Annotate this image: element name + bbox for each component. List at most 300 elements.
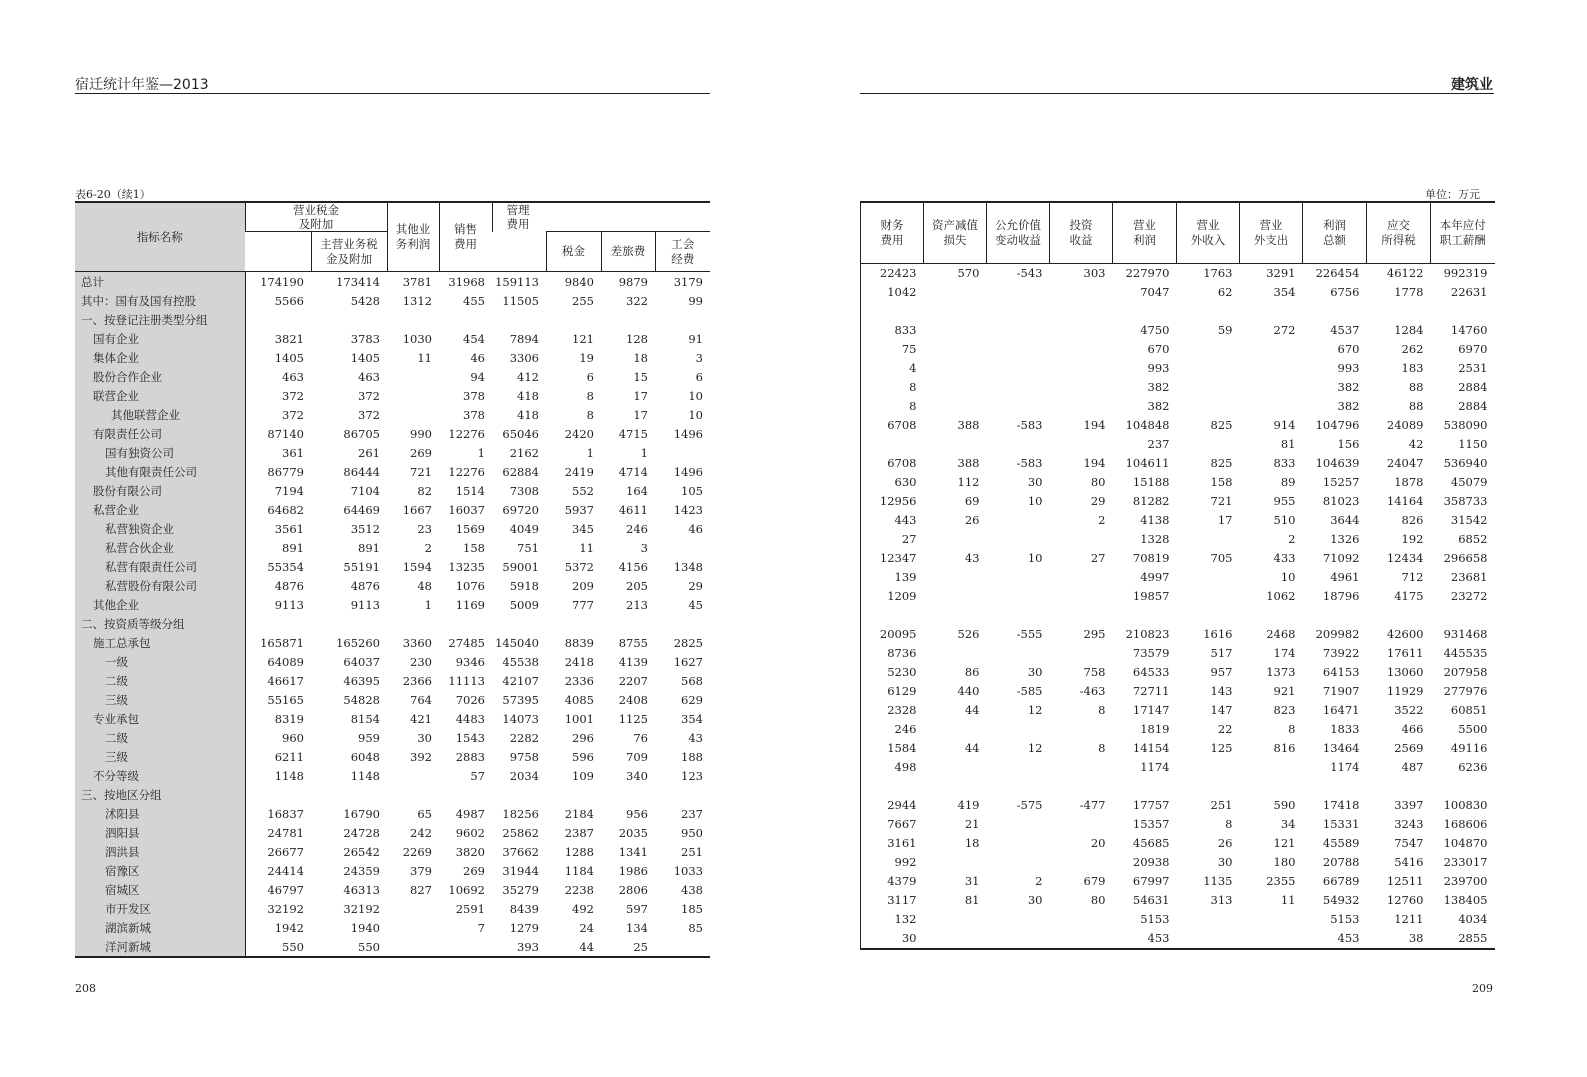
table-cell: 1496 (673, 426, 703, 441)
table-cell (987, 321, 1050, 340)
table-cell (1113, 606, 1177, 625)
row-label (75, 481, 245, 500)
table-row (861, 302, 1495, 321)
table-cell (924, 302, 987, 321)
table-row (75, 595, 710, 614)
table-cell: 246 (861, 720, 924, 739)
table-cell: 463 (358, 369, 380, 384)
table-cell: 630 (861, 473, 924, 492)
row-label (75, 804, 245, 823)
col-header-right-0: 财务 费用 (861, 202, 924, 263)
table-cell: 54932 (1322, 893, 1360, 907)
table-cell: 388 (957, 418, 980, 432)
table-cell: 1174 (1140, 760, 1170, 774)
table-cell: 70819 (1132, 551, 1170, 565)
row-label-text: 私营独资企业 (105, 521, 174, 536)
table-cell: 1405 (274, 350, 304, 365)
table-cell: 25 (601, 937, 655, 957)
table-row (861, 644, 1495, 663)
table-cell: 18 (964, 836, 980, 850)
table-cell: 64469 (343, 502, 380, 517)
table-cell: 2328 (861, 701, 924, 720)
table-cell (245, 310, 311, 329)
row-label (75, 785, 245, 804)
table-cell (1240, 777, 1303, 796)
table-row (75, 348, 710, 367)
table-cell: 29 (1090, 494, 1106, 508)
table-cell: 65 (417, 806, 432, 821)
table-cell: 956 (626, 806, 648, 821)
table-cell: 20 (1090, 836, 1106, 850)
table-row (75, 633, 710, 652)
table-cell: 1667 (402, 502, 432, 517)
table-cell (601, 614, 655, 633)
table-cell: 43 (964, 551, 980, 565)
row-label-text: 湖滨新城 (105, 920, 151, 935)
table-cell: 1169 (455, 597, 485, 612)
table-cell: 30 (1217, 855, 1233, 869)
table-cell: 1184 (564, 863, 594, 878)
table-cell: 6708 (861, 416, 924, 435)
table-cell: 180 (1273, 855, 1296, 869)
table-cell: 16037 (448, 502, 485, 517)
table-row (861, 530, 1495, 549)
row-label-text: 一、按登记注册类型分组 (81, 312, 208, 327)
table-cell: 30 (1027, 893, 1043, 907)
table-row (861, 492, 1495, 511)
table-cell: 4034 (1458, 912, 1488, 926)
table-cell (987, 568, 1050, 587)
table-cell: 64037 (343, 654, 380, 669)
table-cell: 24089 (1386, 418, 1424, 432)
row-label (75, 595, 245, 614)
table-cell: 24359 (343, 863, 380, 878)
table-cell: 296658 (1443, 551, 1488, 565)
col-header-business-tax: 营业税金 及附加 (245, 202, 387, 232)
table-cell: 76 (633, 730, 648, 745)
row-label-text: 其他联营企业 (111, 407, 180, 422)
table-cell: 11 (1280, 893, 1296, 907)
table-cell: 705 (1210, 551, 1233, 565)
table-row (75, 785, 710, 804)
table-cell (311, 614, 387, 633)
col-header-tax: 税金 (546, 232, 601, 272)
table-cell: 262 (1401, 342, 1424, 356)
table-cell (601, 310, 655, 329)
table-cell: 7 (477, 920, 485, 935)
table-cell: 85 (688, 920, 703, 935)
table-cell: 15 (633, 369, 648, 384)
table-cell: 132 (861, 910, 924, 929)
col-header-right-5: 营业 外收入 (1177, 202, 1240, 263)
table-cell: 100830 (1443, 798, 1488, 812)
table-cell: 3512 (350, 521, 380, 536)
row-label (75, 766, 245, 785)
table-cell: 914 (1273, 418, 1296, 432)
table-cell: 993 (1147, 361, 1170, 375)
table-cell: 26542 (343, 844, 380, 859)
table-cell: 8154 (350, 711, 380, 726)
table-cell: 165260 (336, 635, 380, 650)
table-cell: 57395 (502, 692, 539, 707)
table-cell: 6129 (861, 682, 924, 701)
table-cell: 226454 (1315, 266, 1360, 280)
table-cell: 15331 (1322, 817, 1360, 831)
table-cell: 498 (861, 758, 924, 777)
table-cell: 23 (417, 521, 432, 536)
table-cell: 164 (626, 483, 648, 498)
table-cell: 629 (681, 692, 703, 707)
table-cell: 2035 (618, 825, 648, 840)
table-cell: 12760 (1386, 893, 1424, 907)
table-cell: 372 (282, 388, 304, 403)
col-header-right-8: 应交 所得税 (1367, 202, 1431, 263)
table-cell: 392 (410, 749, 432, 764)
table-cell (439, 310, 492, 329)
table-cell (1050, 606, 1113, 625)
table-cell: 25862 (502, 825, 539, 840)
table-cell: 8319 (274, 711, 304, 726)
table-cell (387, 766, 439, 785)
table-row (75, 272, 710, 292)
table-cell (1240, 359, 1303, 378)
table-cell: 10 (1280, 570, 1296, 584)
table-cell: 14154 (1132, 741, 1170, 755)
table-cell: 5937 (564, 502, 594, 517)
table-cell (1240, 397, 1303, 416)
col-header-travel: 差旅费 (601, 232, 655, 272)
table-cell (1303, 777, 1367, 796)
table-cell (387, 405, 439, 424)
table-row (861, 682, 1495, 701)
table-cell: 125 (1210, 741, 1233, 755)
table-cell: 31968 (448, 274, 485, 289)
row-label (75, 918, 245, 937)
table-cell (655, 443, 710, 462)
table-row (861, 568, 1495, 587)
table-cell: 1423 (673, 502, 703, 517)
table-cell: 104796 (1315, 418, 1360, 432)
table-cell: 17 (1217, 513, 1233, 527)
table-cell: 4715 (618, 426, 648, 441)
table-cell: 128 (626, 331, 648, 346)
table-row (861, 606, 1495, 625)
table-cell: 10 (1027, 494, 1043, 508)
row-label (75, 272, 245, 292)
table-cell (1050, 283, 1113, 302)
table-cell: 9113 (274, 597, 304, 612)
table-cell: 27 (861, 530, 924, 549)
table-cell: 454 (463, 331, 485, 346)
table-cell: 8 (1098, 741, 1106, 755)
table-cell: 7667 (861, 815, 924, 834)
table-cell: 16837 (267, 806, 304, 821)
table-cell: 55354 (267, 559, 304, 574)
table-cell: 1042 (861, 283, 924, 302)
table-cell: 5153 (1140, 912, 1170, 926)
table-cell: 165871 (260, 635, 304, 650)
row-label-text: 私营企业 (93, 502, 139, 517)
table-cell: 29 (688, 578, 703, 593)
table-cell: 445535 (1443, 646, 1488, 660)
table-cell: 7104 (350, 483, 380, 498)
table-cell: 372 (282, 407, 304, 422)
table-row (75, 462, 710, 481)
table-cell: 30 (1027, 475, 1043, 489)
table-cell: 7308 (509, 483, 539, 498)
table-cell: 382 (1147, 380, 1170, 394)
table-cell: 4138 (1140, 513, 1170, 527)
table-cell: 45079 (1450, 475, 1488, 489)
table-cell: 957 (1210, 665, 1233, 679)
table-cell: 3820 (455, 844, 485, 859)
table-cell: 670 (1147, 342, 1170, 356)
table-cell (987, 378, 1050, 397)
table-cell: 6 (586, 369, 594, 384)
table-cell: 751 (517, 540, 539, 555)
table-cell: 121 (1273, 836, 1296, 850)
table-cell (987, 283, 1050, 302)
table-cell: 4714 (618, 464, 648, 479)
row-label-text: 私营有限责任公司 (105, 559, 197, 574)
col-header-right-6: 营业 外支出 (1240, 202, 1303, 263)
table-cell (311, 310, 387, 329)
table-cell: 6708 (861, 454, 924, 473)
table-cell: 1348 (673, 559, 703, 574)
table-cell (1177, 530, 1240, 549)
table-cell: 891 (282, 540, 304, 555)
table-cell: 183 (1401, 361, 1424, 375)
table-cell: 2408 (618, 692, 648, 707)
table-cell: 104639 (1315, 456, 1360, 470)
table-cell: 552 (572, 483, 594, 498)
row-label (75, 652, 245, 671)
table-cell: 147 (1210, 703, 1233, 717)
row-label-text: 其他有限责任公司 (105, 464, 197, 479)
table-cell: 1174 (1330, 760, 1360, 774)
table-cell: 4049 (509, 521, 539, 536)
table-cell: 393 (492, 937, 546, 957)
table-cell: 2806 (618, 882, 648, 897)
col-header-union-fee: 工会 经费 (655, 232, 710, 272)
table-cell: 272 (1273, 323, 1296, 337)
table-cell: 382 (1337, 380, 1360, 394)
table-cell (1050, 587, 1113, 606)
table-cell: 7026 (455, 692, 485, 707)
table-cell: 679 (1083, 874, 1106, 888)
table-cell: 5230 (861, 663, 924, 682)
table-cell: 13464 (1322, 741, 1360, 755)
table-cell (1113, 777, 1177, 796)
row-label-text: 其中：国有及国有控股 (81, 293, 196, 308)
table-cell: 277976 (1443, 684, 1488, 698)
table-cell (1177, 910, 1240, 929)
table-cell: 194 (1083, 456, 1106, 470)
table-cell: 239700 (1443, 874, 1488, 888)
table-cell (492, 785, 546, 804)
table-cell: 24728 (343, 825, 380, 840)
table-cell (1050, 302, 1113, 321)
table-cell: 168606 (1443, 817, 1488, 831)
table-cell: 492 (572, 901, 594, 916)
table-cell: 20938 (1132, 855, 1170, 869)
table-cell: 81023 (1322, 494, 1360, 508)
table-cell: 269 (463, 863, 485, 878)
table-cell: 75 (861, 340, 924, 359)
table-cell: 1030 (402, 331, 432, 346)
row-label-text: 私营股份有限公司 (105, 578, 197, 593)
row-label (75, 538, 245, 557)
table-cell: 4537 (1330, 323, 1360, 337)
row-label (75, 709, 245, 728)
row-label-text: 宿城区 (105, 882, 140, 897)
table-cell (492, 614, 546, 633)
table-cell: 2162 (509, 445, 539, 460)
table-cell: 670 (1337, 342, 1360, 356)
table-row (75, 367, 710, 386)
table-cell (387, 614, 439, 633)
row-label (75, 367, 245, 386)
table-cell: 1135 (1203, 874, 1233, 888)
table-cell: 18 (633, 350, 648, 365)
table-cell: 32192 (343, 901, 380, 916)
table-cell (924, 568, 987, 587)
table-cell: 4750 (1140, 323, 1170, 337)
row-label (75, 861, 245, 880)
table-cell: 382 (1147, 399, 1170, 413)
table-cell (1177, 777, 1240, 796)
table-cell: 2366 (402, 673, 432, 688)
table-cell: 11113 (448, 673, 485, 688)
table-cell (1367, 606, 1431, 625)
table-cell: 1763 (1203, 266, 1233, 280)
table-cell (924, 530, 987, 549)
table-cell: 82 (417, 483, 432, 498)
table-cell: 5428 (350, 293, 380, 308)
table-cell: 354 (681, 711, 703, 726)
table-cell: 2238 (564, 882, 594, 897)
table-cell: 31542 (1450, 513, 1488, 527)
table-cell: 487 (1401, 760, 1424, 774)
col-header-right-9: 本年应付 职工薪酬 (1431, 202, 1495, 263)
table-cell (1177, 606, 1240, 625)
table-cell: 2883 (455, 749, 485, 764)
table-cell (924, 606, 987, 625)
table-cell: 8 (586, 407, 594, 422)
table-cell: 91 (688, 331, 703, 346)
table-cell: 1326 (1330, 532, 1360, 546)
table-cell (924, 283, 987, 302)
table-cell: 1496 (673, 464, 703, 479)
table-cell: 2387 (564, 825, 594, 840)
table-cell: 188 (681, 749, 703, 764)
table-cell: 2184 (564, 806, 594, 821)
table-cell (1177, 378, 1240, 397)
table-cell: 64682 (267, 502, 304, 517)
table-row (75, 405, 710, 424)
table-row (75, 443, 710, 462)
row-label-text: 集体企业 (93, 350, 139, 365)
table-cell (655, 538, 710, 557)
table-cell: 825 (1210, 456, 1233, 470)
table-cell: 361 (282, 445, 304, 460)
table-cell: 22 (1217, 722, 1233, 736)
table-cell: 94 (470, 369, 485, 384)
table-cell: 4085 (564, 692, 594, 707)
table-cell: 246 (626, 521, 648, 536)
table-cell (245, 614, 311, 633)
table-cell: 45 (688, 597, 703, 612)
table-cell: 303 (1083, 266, 1106, 280)
row-label-text: 有限责任公司 (93, 426, 162, 441)
row-label-text: 其他企业 (93, 597, 139, 612)
row-label-text: 二级 (105, 730, 128, 745)
table-cell (655, 937, 710, 957)
table-cell: 7047 (1140, 285, 1170, 299)
row-label (75, 329, 245, 348)
table-cell: 1328 (1140, 532, 1170, 546)
table-cell: 526 (957, 627, 980, 641)
table-cell: 2825 (673, 635, 703, 650)
table-cell: 45538 (502, 654, 539, 669)
table-cell: 3561 (274, 521, 304, 536)
table-cell: 959 (358, 730, 380, 745)
table-cell (1050, 568, 1113, 587)
table-cell: 123 (681, 768, 703, 783)
table-cell (439, 937, 492, 957)
table-cell: 721 (410, 464, 432, 479)
table-cell: 69720 (502, 502, 539, 517)
table-cell: 4175 (1394, 589, 1424, 603)
table-cell: 3 (695, 350, 703, 365)
table-cell (987, 720, 1050, 739)
table-cell (924, 397, 987, 416)
table-cell (1240, 606, 1303, 625)
table-row (861, 416, 1495, 435)
table-cell: 66789 (1322, 874, 1360, 888)
table-cell: 4379 (861, 872, 924, 891)
table-cell (1050, 397, 1113, 416)
table-row (75, 671, 710, 690)
table-cell (1050, 777, 1113, 796)
table-cell: 382 (1337, 399, 1360, 413)
table-cell: 992 (861, 853, 924, 872)
row-label (75, 633, 245, 652)
table-cell: 1627 (673, 654, 703, 669)
table-cell: 71092 (1322, 551, 1360, 565)
table-cell (987, 853, 1050, 872)
table-cell: 438 (681, 882, 703, 897)
table-cell: 4 (861, 359, 924, 378)
yearbook-title: 宿迁统计年鉴—2013 (75, 77, 209, 93)
table-cell: 59001 (502, 559, 539, 574)
table-cell: 1148 (274, 768, 304, 783)
table-cell: 1514 (455, 483, 485, 498)
table-cell: 3360 (402, 635, 432, 650)
table-cell: 8439 (509, 901, 539, 916)
table-cell (924, 359, 987, 378)
table-cell: 827 (410, 882, 432, 897)
table-cell: 421 (410, 711, 432, 726)
table-cell (1303, 302, 1367, 321)
table-row (75, 500, 710, 519)
row-label (75, 728, 245, 747)
table-row (861, 758, 1495, 777)
table-cell: 6211 (274, 749, 304, 764)
table-cell: 7194 (274, 483, 304, 498)
table-cell: 2336 (564, 673, 594, 688)
table-row (75, 614, 710, 633)
